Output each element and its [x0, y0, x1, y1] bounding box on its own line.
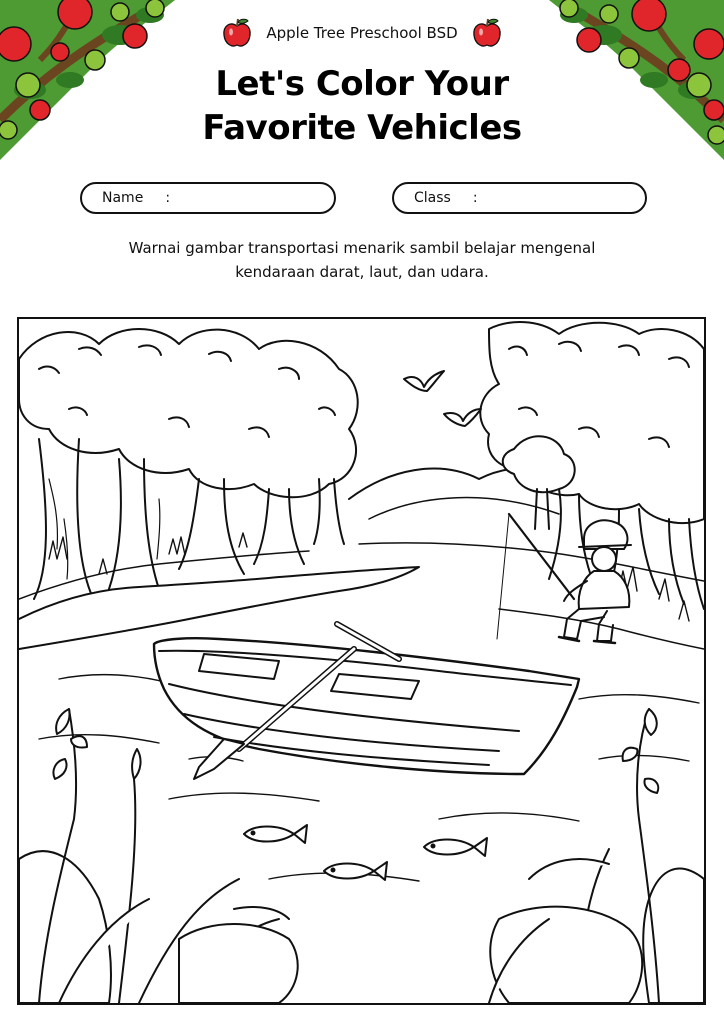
foreground-plants-left — [19, 709, 298, 1003]
title-line-1: Let's Color Your — [215, 64, 509, 104]
instructions-line-1: Warnai gambar transportasi menarik sambil belajar mengenal — [128, 239, 596, 257]
fish — [244, 825, 487, 880]
class-colon: : — [472, 190, 478, 206]
fishing-boy — [497, 514, 631, 643]
fishing-rod — [509, 514, 574, 599]
school-name: Apple Tree Preschool BSD — [266, 24, 458, 42]
apple-icon — [222, 17, 252, 49]
instructions — [60, 236, 664, 284]
name-label: Name — [102, 190, 144, 206]
title-line-2: Favorite Vehicles — [202, 108, 522, 148]
class-field[interactable] — [392, 182, 647, 214]
forest-right — [480, 322, 704, 609]
bird — [404, 371, 444, 391]
class-label: Class — [414, 190, 451, 206]
rowboat — [154, 624, 579, 779]
name-colon: : — [165, 190, 171, 206]
apple-icon — [472, 17, 502, 49]
bird — [444, 409, 481, 426]
coloring-illustration[interactable] — [17, 317, 706, 1005]
school-header — [0, 16, 724, 50]
name-field[interactable] — [80, 182, 336, 214]
instructions-line-2: kendaraan darat, laut, dan udara. — [235, 263, 489, 281]
forest-left — [19, 329, 358, 609]
page-title — [0, 62, 724, 150]
